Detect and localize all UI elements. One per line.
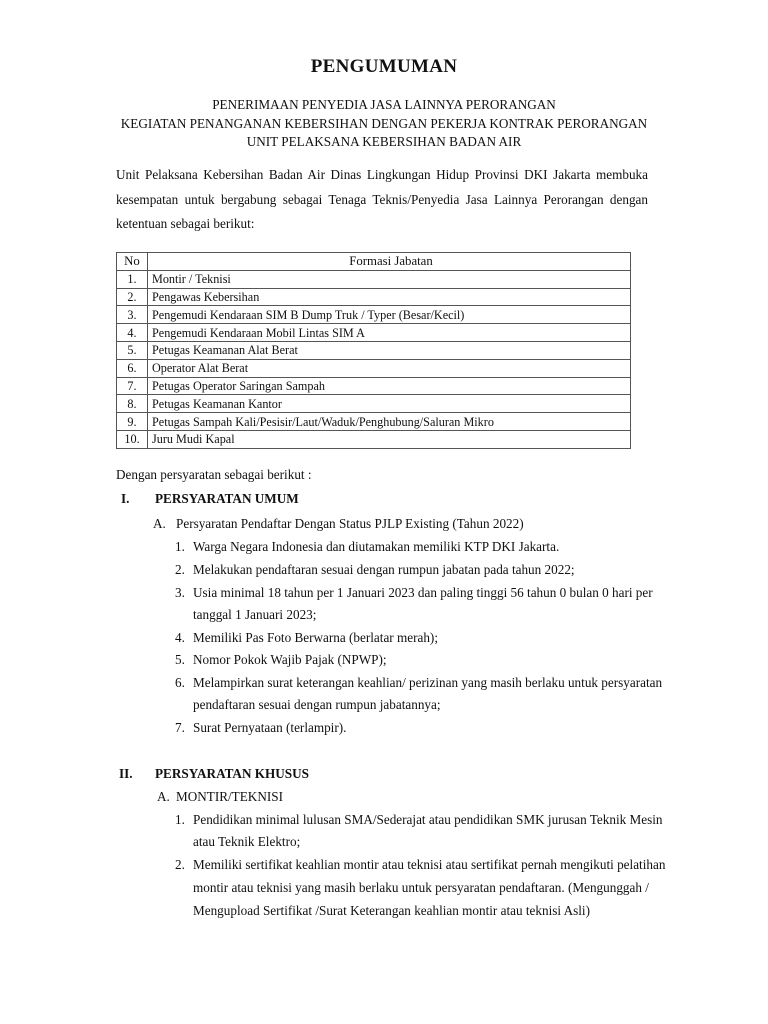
document-title: PENGUMUMAN xyxy=(310,56,458,77)
list-item-number: 1. xyxy=(175,812,185,827)
table-row xyxy=(117,430,631,448)
row-number: 10. xyxy=(117,430,148,448)
list-item-text: Memiliki sertifikat keahlian montir atau teknisi atau sertifikat pernah mengikuti pelatihan xyxy=(193,857,666,872)
section-2-title: PERSYARATAN KHUSUS xyxy=(155,766,310,781)
list-item-text: Warga Negara Indonesia dan diutamakan memiliki KTP DKI Jakarta. xyxy=(193,539,560,554)
row-number: 4. xyxy=(117,324,148,342)
table-row xyxy=(117,324,631,342)
requirements-intro: Dengan persyaratan sebagai berikut : xyxy=(116,467,312,482)
row-number: 6. xyxy=(117,359,148,377)
list-item-number: 1. xyxy=(175,539,185,554)
row-position: Pengemudi Kendaraan Mobil Lintas SIM A xyxy=(148,324,631,342)
row-position: Operator Alat Berat xyxy=(148,359,631,377)
list-item-text: Melampirkan surat keterangan keahlian/ perizinan yang masih berlaku untuk persyaratan xyxy=(193,675,663,690)
list-item-text-continued: tanggal 1 Januari 2023; xyxy=(193,607,317,622)
formasi-table xyxy=(116,252,631,449)
list-item-number: 3. xyxy=(175,585,185,600)
row-position: Juru Mudi Kapal xyxy=(148,430,631,448)
row-position: Petugas Operator Saringan Sampah xyxy=(148,377,631,395)
list-item-text-continued: pendaftaran sesuai dengan rumpun jabatannya; xyxy=(193,697,441,712)
row-position: Pengawas Kebersihan xyxy=(148,288,631,306)
table-header-row xyxy=(117,253,631,271)
row-position: Petugas Keamanan Kantor xyxy=(148,395,631,413)
section-2-sub-title: MONTIR/TEKNISI xyxy=(176,789,283,804)
section-1-number: I. xyxy=(121,491,130,506)
row-position: Petugas Sampah Kali/Pesisir/Laut/Waduk/Penghubung/Saluran Mikro xyxy=(148,413,631,431)
table-row xyxy=(117,377,631,395)
row-number: 3. xyxy=(117,306,148,324)
table-row xyxy=(117,413,631,431)
list-item-text: Nomor Pokok Wajib Pajak (NPWP); xyxy=(193,652,387,667)
list-item-number: 2. xyxy=(175,562,185,577)
table-row xyxy=(117,288,631,306)
list-item-text: Surat Pernyataan (terlampir). xyxy=(193,720,347,735)
row-number: 5. xyxy=(117,341,148,359)
list-item-number: 2. xyxy=(175,857,185,872)
list-item-number: 7. xyxy=(175,720,185,735)
row-number: 7. xyxy=(117,377,148,395)
table-row xyxy=(117,395,631,413)
section-2-sub-letter: A. xyxy=(157,789,170,804)
header-formasi: Formasi Jabatan xyxy=(148,253,631,271)
table-row xyxy=(117,359,631,377)
list-item-number: 4. xyxy=(175,630,185,645)
subtitle-line-2: KEGIATAN PENANGANAN KEBERSIHAN DENGAN PEKERJA KONTRAK PERORANGAN xyxy=(120,116,648,131)
subtitle-line-1: PENERIMAAN PENYEDIA JASA LAINNYA PERORANGAN xyxy=(212,97,556,112)
list-item-text: Memiliki Pas Foto Berwarna (berlatar merah); xyxy=(193,630,438,645)
section-1-sub-letter: A. xyxy=(153,516,166,531)
section-1-sub-title: Persyaratan Pendaftar Dengan Status PJLP Existing (Tahun 2022) xyxy=(176,516,524,531)
list-item-text-continued: atau Teknik Elektro; xyxy=(193,834,301,849)
row-position: Montir / Teknisi xyxy=(148,270,631,288)
list-item-number: 6. xyxy=(175,675,185,690)
table-row xyxy=(117,306,631,324)
table-row xyxy=(117,341,631,359)
subtitle-line-3: UNIT PELAKSANA KEBERSIHAN BADAN AIR xyxy=(246,134,522,149)
list-item-text-continued: Mengupload Sertifikat /Surat Keterangan keahlian montir atau teknisi Asli) xyxy=(193,903,590,918)
intro-paragraph: Unit Pelaksana Kebersihan Badan Air Dinas Lingkungan Hidup Provinsi DKI Jakarta membuka kesempatan untuk bergabung sebagai Tenaga Teknis/Penyedia Jasa Lainnya Perorangan dengan ketentuan sebagai berikut: xyxy=(116,167,648,231)
row-position: Pengemudi Kendaraan SIM B Dump Truk / Typer (Besar/Kecil) xyxy=(148,306,631,324)
header-no: No xyxy=(117,253,148,271)
list-item-text-continued: montir atau teknisi yang masih berlaku untuk persyaratan pendaftaran. (Mengunggah / xyxy=(193,880,649,895)
list-item-text: Melakukan pendaftaran sesuai dengan rumpun jabatan pada tahun 2022; xyxy=(193,562,575,577)
section-1-title: PERSYARATAN UMUM xyxy=(155,491,299,506)
section-2-number: II. xyxy=(119,766,133,781)
row-number: 2. xyxy=(117,288,148,306)
row-position: Petugas Keamanan Alat Berat xyxy=(148,341,631,359)
list-item-text: Pendidikan minimal lulusan SMA/Sederajat atau pendidikan SMK jurusan Teknik Mesin xyxy=(193,812,663,827)
list-item-number: 5. xyxy=(175,652,185,667)
row-number: 9. xyxy=(117,413,148,431)
row-number: 8. xyxy=(117,395,148,413)
row-number: 1. xyxy=(117,270,148,288)
table-row xyxy=(117,270,631,288)
list-item-text: Usia minimal 18 tahun per 1 Januari 2023 dan paling tinggi 56 tahun 0 bulan 0 hari per xyxy=(193,585,653,600)
